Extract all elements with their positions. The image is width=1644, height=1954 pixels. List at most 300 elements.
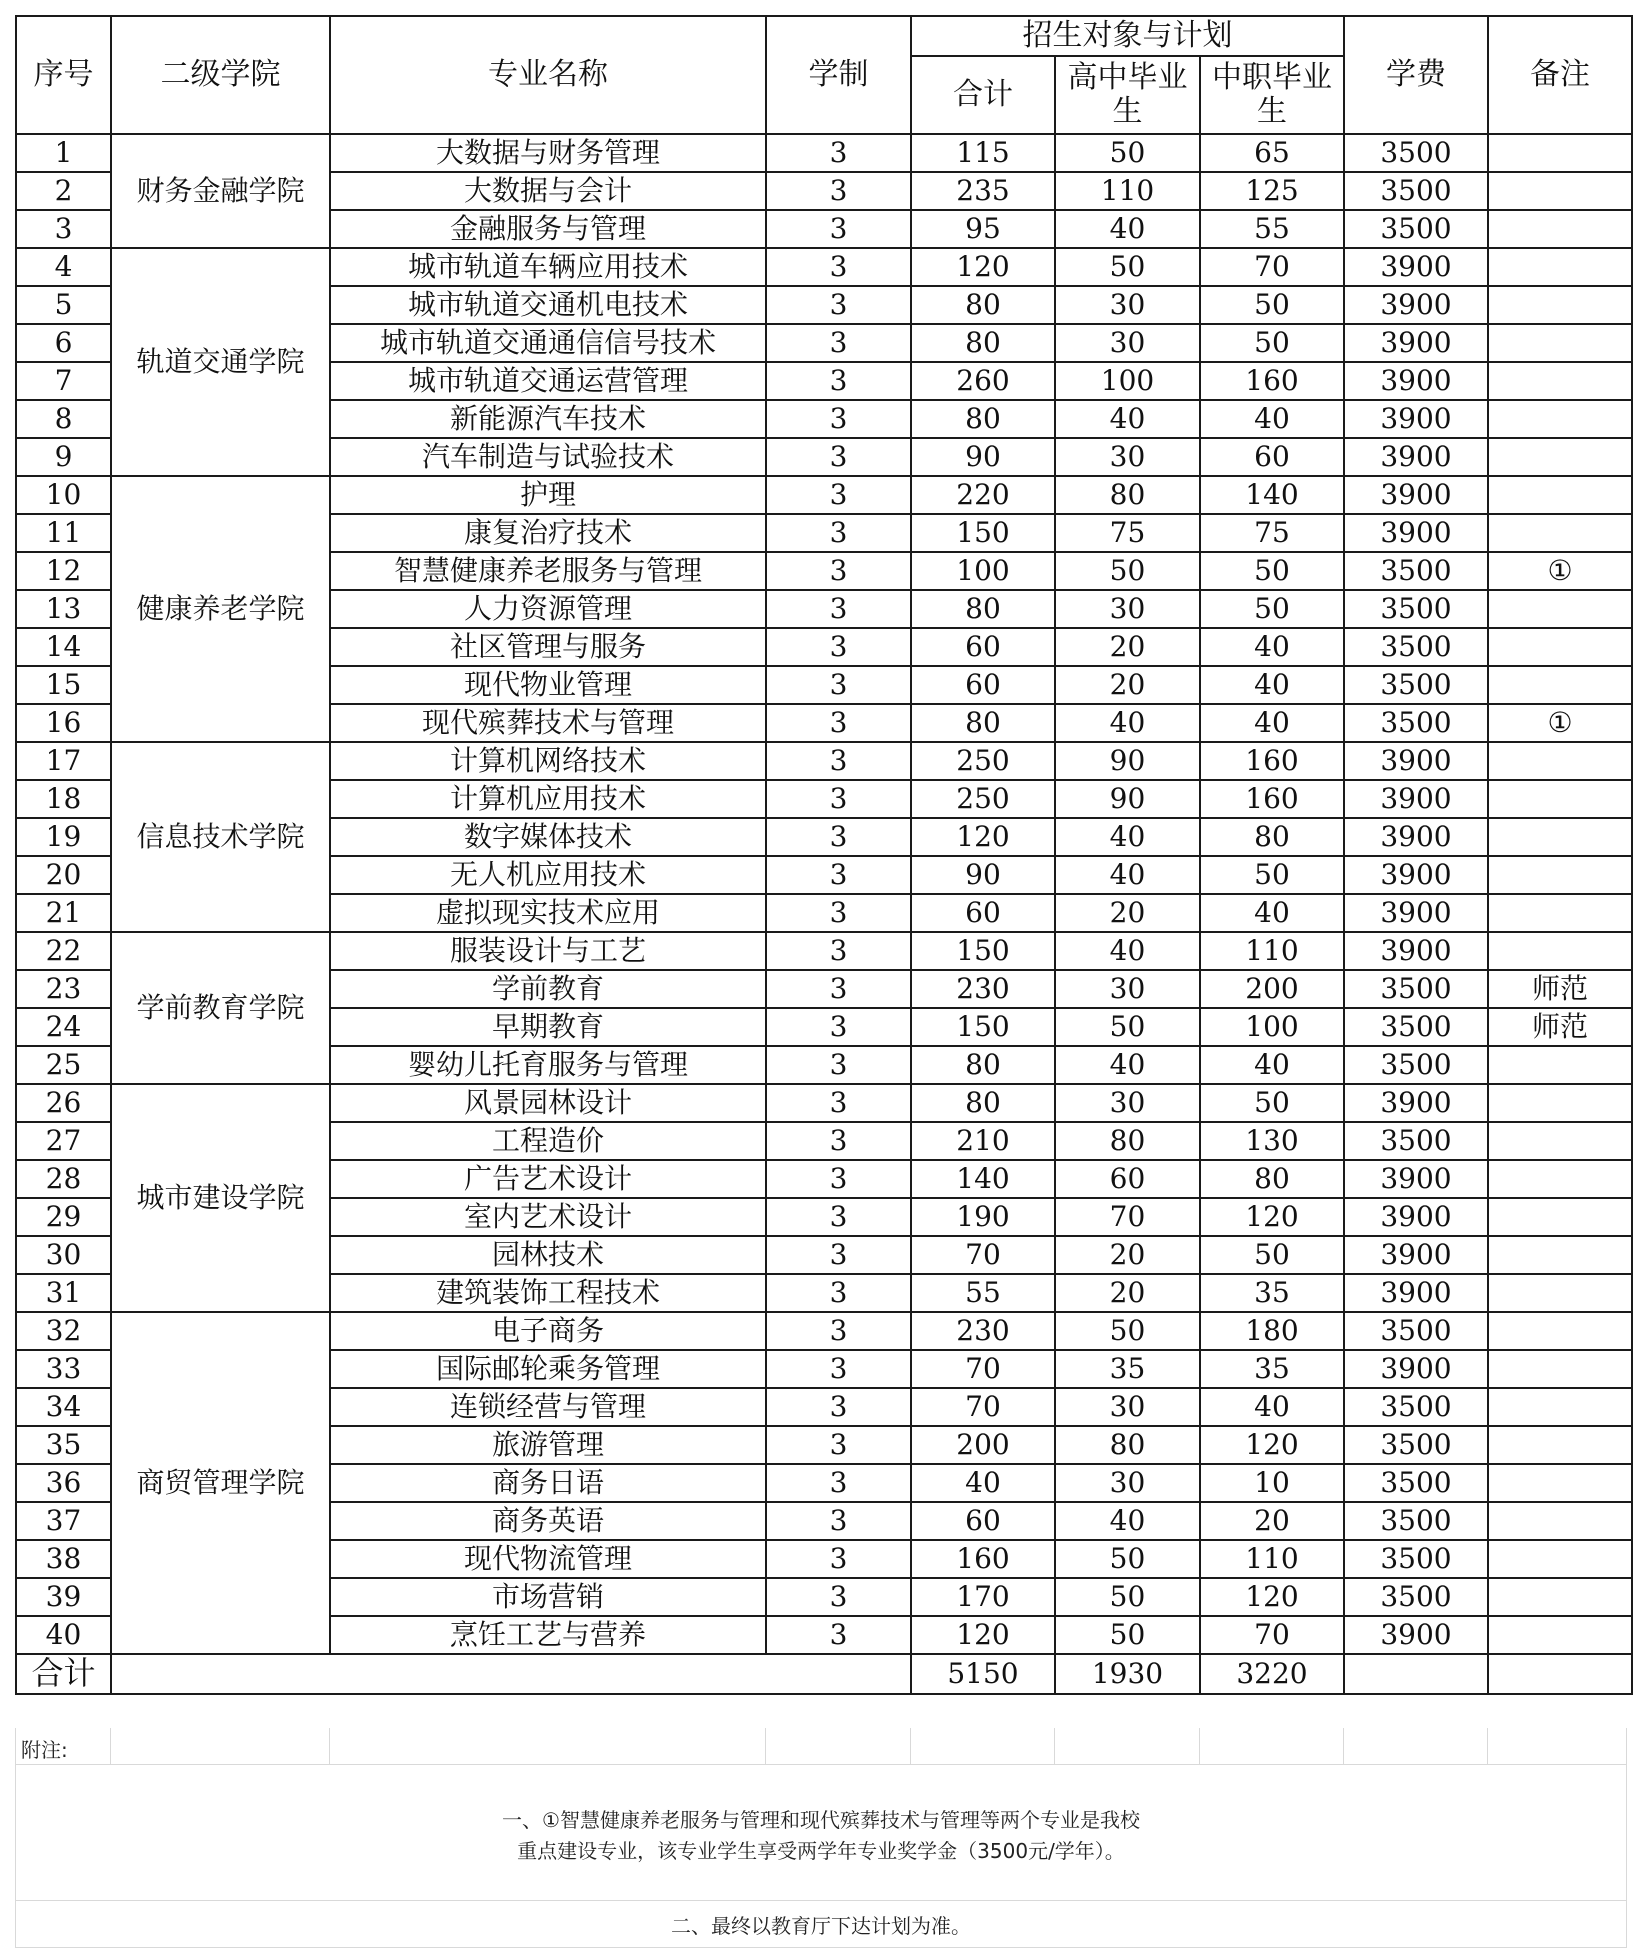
- row-vocational: 160: [1200, 742, 1344, 780]
- row-major: 早期教育: [330, 1008, 766, 1046]
- row-vocational: 40: [1200, 894, 1344, 932]
- row-vocational: 50: [1200, 1084, 1344, 1122]
- row-duration: 3: [766, 1198, 911, 1236]
- row-major: 建筑装饰工程技术: [330, 1274, 766, 1312]
- row-seq: 34: [16, 1388, 111, 1426]
- row-seq: 4: [16, 248, 111, 286]
- row-seq: 1: [16, 134, 111, 172]
- row-total: 260: [911, 362, 1055, 400]
- row-remarks: [1488, 438, 1632, 476]
- row-tuition: 3500: [1344, 210, 1488, 248]
- row-duration: 3: [766, 666, 911, 704]
- row-major: 婴幼儿托育服务与管理: [330, 1046, 766, 1084]
- row-major: 园林技术: [330, 1236, 766, 1274]
- row-remarks: [1488, 248, 1632, 286]
- row-seq: 24: [16, 1008, 111, 1046]
- row-total: 160: [911, 1540, 1055, 1578]
- row-seq: 25: [16, 1046, 111, 1084]
- row-seq: 28: [16, 1160, 111, 1198]
- row-duration: 3: [766, 324, 911, 362]
- row-major: 工程造价: [330, 1122, 766, 1160]
- row-remarks: [1488, 476, 1632, 514]
- row-duration: 3: [766, 1046, 911, 1084]
- row-vocational: 40: [1200, 704, 1344, 742]
- row-duration: 3: [766, 1464, 911, 1502]
- row-total: 70: [911, 1350, 1055, 1388]
- row-seq: 37: [16, 1502, 111, 1540]
- row-major: 大数据与会计: [330, 172, 766, 210]
- row-total: 80: [911, 1084, 1055, 1122]
- header-remarks: 备注: [1488, 16, 1632, 134]
- row-high-school: 20: [1055, 628, 1200, 666]
- row-total: 60: [911, 894, 1055, 932]
- row-seq: 26: [16, 1084, 111, 1122]
- row-tuition: 3500: [1344, 1502, 1488, 1540]
- row-duration: 3: [766, 742, 911, 780]
- row-seq: 35: [16, 1426, 111, 1464]
- row-major: 城市轨道交通通信信号技术: [330, 324, 766, 362]
- row-total: 60: [911, 1502, 1055, 1540]
- row-major: 无人机应用技术: [330, 856, 766, 894]
- row-duration: 3: [766, 552, 911, 590]
- row-duration: 3: [766, 1008, 911, 1046]
- row-total: 80: [911, 286, 1055, 324]
- row-tuition: 3500: [1344, 172, 1488, 210]
- row-total: 150: [911, 1008, 1055, 1046]
- row-high-school: 50: [1055, 1008, 1200, 1046]
- row-seq: 5: [16, 286, 111, 324]
- row-high-school: 50: [1055, 134, 1200, 172]
- row-high-school: 30: [1055, 438, 1200, 476]
- row-total: 200: [911, 1426, 1055, 1464]
- row-seq: 12: [16, 552, 111, 590]
- row-high-school: 30: [1055, 286, 1200, 324]
- row-total: 80: [911, 704, 1055, 742]
- row-high-school: 100: [1055, 362, 1200, 400]
- row-seq: 31: [16, 1274, 111, 1312]
- row-tuition: 3500: [1344, 1578, 1488, 1616]
- row-duration: 3: [766, 780, 911, 818]
- row-duration: 3: [766, 856, 911, 894]
- row-major: 现代物业管理: [330, 666, 766, 704]
- row-vocational: 50: [1200, 552, 1344, 590]
- row-high-school: 40: [1055, 704, 1200, 742]
- row-tuition: 3900: [1344, 1350, 1488, 1388]
- row-remarks: [1488, 628, 1632, 666]
- row-vocational: 50: [1200, 590, 1344, 628]
- row-remarks: [1488, 400, 1632, 438]
- row-remarks: [1488, 1350, 1632, 1388]
- note-line-3: 二、最终以教育厅下达计划为准。: [671, 1914, 971, 1938]
- row-major: 国际邮轮乘务管理: [330, 1350, 766, 1388]
- row-tuition: 3900: [1344, 932, 1488, 970]
- row-total: 80: [911, 1046, 1055, 1084]
- row-vocational: 10: [1200, 1464, 1344, 1502]
- row-duration: 3: [766, 1160, 911, 1198]
- row-vocational: 20: [1200, 1502, 1344, 1540]
- row-total: 40: [911, 1464, 1055, 1502]
- row-duration: 3: [766, 1350, 911, 1388]
- row-seq: 20: [16, 856, 111, 894]
- header-high-school: 高中毕业生: [1055, 56, 1200, 134]
- row-duration: 3: [766, 514, 911, 552]
- row-total: 220: [911, 476, 1055, 514]
- header-college: 二级学院: [111, 16, 330, 134]
- row-duration: 3: [766, 590, 911, 628]
- row-remarks: [1488, 1274, 1632, 1312]
- row-duration: 3: [766, 932, 911, 970]
- row-total: 80: [911, 324, 1055, 362]
- row-vocational: 120: [1200, 1578, 1344, 1616]
- row-high-school: 40: [1055, 400, 1200, 438]
- row-high-school: 30: [1055, 1464, 1200, 1502]
- row-duration: 3: [766, 970, 911, 1008]
- row-high-school: 70: [1055, 1198, 1200, 1236]
- row-duration: 3: [766, 1578, 911, 1616]
- row-seq: 29: [16, 1198, 111, 1236]
- row-tuition: 3500: [1344, 1426, 1488, 1464]
- row-remarks: 师范: [1488, 1008, 1632, 1046]
- note-line-2: 重点建设专业，该专业学生享受两学年专业奖学金（3500元/学年）。: [517, 1839, 1125, 1863]
- row-remarks: ①: [1488, 704, 1632, 742]
- row-tuition: 3500: [1344, 628, 1488, 666]
- row-total: 95: [911, 210, 1055, 248]
- row-high-school: 50: [1055, 1540, 1200, 1578]
- row-remarks: [1488, 1388, 1632, 1426]
- table-row: [16, 476, 1632, 514]
- note-line-1: 一、①智慧健康养老服务与管理和现代殡葬技术与管理等两个专业是我校: [502, 1808, 1140, 1832]
- totals-row: [16, 1654, 1632, 1694]
- row-high-school: 30: [1055, 324, 1200, 362]
- row-major: 商务日语: [330, 1464, 766, 1502]
- row-vocational: 65: [1200, 134, 1344, 172]
- row-high-school: 30: [1055, 1388, 1200, 1426]
- row-major: 旅游管理: [330, 1426, 766, 1464]
- row-vocational: 80: [1200, 818, 1344, 856]
- college-name: 学前教育学院: [111, 932, 330, 1084]
- row-tuition: 3900: [1344, 400, 1488, 438]
- row-remarks: [1488, 1502, 1632, 1540]
- row-remarks: [1488, 324, 1632, 362]
- row-total: 80: [911, 590, 1055, 628]
- row-high-school: 50: [1055, 1578, 1200, 1616]
- row-high-school: 35: [1055, 1350, 1200, 1388]
- table-row: [16, 134, 1632, 172]
- row-duration: 3: [766, 1084, 911, 1122]
- row-remarks: [1488, 818, 1632, 856]
- row-vocational: 110: [1200, 932, 1344, 970]
- row-total: 100: [911, 552, 1055, 590]
- row-duration: 3: [766, 476, 911, 514]
- college-name: 轨道交通学院: [111, 248, 330, 476]
- row-duration: 3: [766, 286, 911, 324]
- row-tuition: 3900: [1344, 476, 1488, 514]
- row-tuition: 3900: [1344, 248, 1488, 286]
- table-row: [16, 248, 1632, 286]
- row-major: 现代物流管理: [330, 1540, 766, 1578]
- college-name: 健康养老学院: [111, 476, 330, 742]
- row-tuition: 3500: [1344, 704, 1488, 742]
- row-major: 电子商务: [330, 1312, 766, 1350]
- totals-tuition-blank: [1344, 1654, 1488, 1694]
- notes-section: [15, 1728, 1627, 1948]
- row-tuition: 3900: [1344, 1274, 1488, 1312]
- row-remarks: [1488, 894, 1632, 932]
- header-plan-group: 招生对象与计划: [911, 16, 1344, 56]
- row-tuition: 3500: [1344, 1464, 1488, 1502]
- row-total: 80: [911, 400, 1055, 438]
- row-total: 90: [911, 438, 1055, 476]
- row-seq: 23: [16, 970, 111, 1008]
- row-seq: 32: [16, 1312, 111, 1350]
- row-remarks: [1488, 1312, 1632, 1350]
- row-vocational: 110: [1200, 1540, 1344, 1578]
- header-tuition: 学费: [1344, 16, 1488, 134]
- row-tuition: 3500: [1344, 552, 1488, 590]
- row-major: 商务英语: [330, 1502, 766, 1540]
- row-high-school: 30: [1055, 590, 1200, 628]
- row-seq: 15: [16, 666, 111, 704]
- row-vocational: 35: [1200, 1350, 1344, 1388]
- row-major: 现代殡葬技术与管理: [330, 704, 766, 742]
- row-vocational: 40: [1200, 666, 1344, 704]
- row-vocational: 120: [1200, 1198, 1344, 1236]
- row-tuition: 3500: [1344, 1388, 1488, 1426]
- row-duration: 3: [766, 1122, 911, 1160]
- row-seq: 7: [16, 362, 111, 400]
- row-vocational: 55: [1200, 210, 1344, 248]
- row-major: 大数据与财务管理: [330, 134, 766, 172]
- row-duration: 3: [766, 704, 911, 742]
- row-seq: 14: [16, 628, 111, 666]
- row-seq: 39: [16, 1578, 111, 1616]
- row-high-school: 20: [1055, 894, 1200, 932]
- row-vocational: 180: [1200, 1312, 1344, 1350]
- row-high-school: 50: [1055, 1312, 1200, 1350]
- row-major: 城市轨道交通机电技术: [330, 286, 766, 324]
- row-remarks: [1488, 742, 1632, 780]
- row-major: 智慧健康养老服务与管理: [330, 552, 766, 590]
- row-high-school: 75: [1055, 514, 1200, 552]
- row-remarks: [1488, 1046, 1632, 1084]
- row-seq: 9: [16, 438, 111, 476]
- row-remarks: [1488, 1464, 1632, 1502]
- row-high-school: 40: [1055, 1502, 1200, 1540]
- row-major: 烹饪工艺与营养: [330, 1616, 766, 1654]
- row-major: 新能源汽车技术: [330, 400, 766, 438]
- row-tuition: 3500: [1344, 134, 1488, 172]
- row-total: 90: [911, 856, 1055, 894]
- row-vocational: 160: [1200, 362, 1344, 400]
- row-high-school: 50: [1055, 552, 1200, 590]
- row-vocational: 60: [1200, 438, 1344, 476]
- row-vocational: 100: [1200, 1008, 1344, 1046]
- row-high-school: 20: [1055, 1274, 1200, 1312]
- row-major: 金融服务与管理: [330, 210, 766, 248]
- row-high-school: 60: [1055, 1160, 1200, 1198]
- row-high-school: 80: [1055, 1122, 1200, 1160]
- row-total: 120: [911, 818, 1055, 856]
- row-total: 230: [911, 970, 1055, 1008]
- row-remarks: [1488, 932, 1632, 970]
- row-major: 计算机网络技术: [330, 742, 766, 780]
- row-vocational: 120: [1200, 1426, 1344, 1464]
- row-major: 市场营销: [330, 1578, 766, 1616]
- row-duration: 3: [766, 1540, 911, 1578]
- row-seq: 11: [16, 514, 111, 552]
- row-remarks: [1488, 1198, 1632, 1236]
- row-duration: 3: [766, 1236, 911, 1274]
- row-tuition: 3900: [1344, 362, 1488, 400]
- header-vocational: 中职毕业生: [1200, 56, 1344, 134]
- row-tuition: 3500: [1344, 1540, 1488, 1578]
- row-duration: 3: [766, 1312, 911, 1350]
- row-total: 210: [911, 1122, 1055, 1160]
- row-tuition: 3900: [1344, 742, 1488, 780]
- row-total: 170: [911, 1578, 1055, 1616]
- row-total: 70: [911, 1388, 1055, 1426]
- row-seq: 2: [16, 172, 111, 210]
- row-seq: 33: [16, 1350, 111, 1388]
- totals-remarks-blank: [1488, 1654, 1632, 1694]
- totals-blank: [111, 1654, 911, 1694]
- row-duration: 3: [766, 438, 911, 476]
- row-vocational: 40: [1200, 400, 1344, 438]
- row-tuition: 3900: [1344, 438, 1488, 476]
- row-total: 230: [911, 1312, 1055, 1350]
- row-remarks: [1488, 1084, 1632, 1122]
- row-vocational: 35: [1200, 1274, 1344, 1312]
- row-duration: 3: [766, 1274, 911, 1312]
- row-vocational: 50: [1200, 1236, 1344, 1274]
- row-tuition: 3900: [1344, 856, 1488, 894]
- row-duration: 3: [766, 894, 911, 932]
- row-vocational: 70: [1200, 1616, 1344, 1654]
- row-total: 60: [911, 666, 1055, 704]
- table-row: [16, 1084, 1632, 1122]
- row-seq: 6: [16, 324, 111, 362]
- college-name: 财务金融学院: [111, 134, 330, 248]
- row-total: 235: [911, 172, 1055, 210]
- row-major: 汽车制造与试验技术: [330, 438, 766, 476]
- college-name: 信息技术学院: [111, 742, 330, 932]
- row-remarks: [1488, 1540, 1632, 1578]
- row-tuition: 3900: [1344, 780, 1488, 818]
- row-remarks: [1488, 590, 1632, 628]
- row-tuition: 3500: [1344, 1312, 1488, 1350]
- row-major: 城市轨道交通运营管理: [330, 362, 766, 400]
- row-major: 风景园林设计: [330, 1084, 766, 1122]
- row-duration: 3: [766, 362, 911, 400]
- row-seq: 38: [16, 1540, 111, 1578]
- row-seq: 30: [16, 1236, 111, 1274]
- row-remarks: [1488, 1160, 1632, 1198]
- totals-label: 合计: [16, 1654, 111, 1694]
- row-total: 250: [911, 742, 1055, 780]
- row-major: 人力资源管理: [330, 590, 766, 628]
- row-duration: 3: [766, 210, 911, 248]
- row-vocational: 40: [1200, 628, 1344, 666]
- row-high-school: 40: [1055, 932, 1200, 970]
- row-tuition: 3500: [1344, 1008, 1488, 1046]
- row-high-school: 20: [1055, 666, 1200, 704]
- row-duration: 3: [766, 628, 911, 666]
- row-total: 150: [911, 932, 1055, 970]
- row-high-school: 80: [1055, 1426, 1200, 1464]
- row-major: 室内艺术设计: [330, 1198, 766, 1236]
- row-high-school: 90: [1055, 742, 1200, 780]
- row-remarks: [1488, 1122, 1632, 1160]
- row-high-school: 30: [1055, 970, 1200, 1008]
- row-remarks: [1488, 666, 1632, 704]
- row-tuition: 3500: [1344, 1122, 1488, 1160]
- row-remarks: [1488, 172, 1632, 210]
- enrollment-plan-table: [15, 15, 1633, 1695]
- header-duration: 学制: [766, 16, 911, 134]
- row-seq: 13: [16, 590, 111, 628]
- row-vocational: 40: [1200, 1388, 1344, 1426]
- row-tuition: 3900: [1344, 1084, 1488, 1122]
- row-duration: 3: [766, 172, 911, 210]
- row-seq: 8: [16, 400, 111, 438]
- row-seq: 3: [16, 210, 111, 248]
- row-remarks: ①: [1488, 552, 1632, 590]
- row-tuition: 3900: [1344, 1198, 1488, 1236]
- row-duration: 3: [766, 1502, 911, 1540]
- row-tuition: 3900: [1344, 286, 1488, 324]
- row-tuition: 3500: [1344, 1046, 1488, 1084]
- row-major: 数字媒体技术: [330, 818, 766, 856]
- row-vocational: 160: [1200, 780, 1344, 818]
- row-total: 120: [911, 248, 1055, 286]
- row-duration: 3: [766, 1388, 911, 1426]
- row-tuition: 3500: [1344, 666, 1488, 704]
- row-duration: 3: [766, 1426, 911, 1464]
- row-high-school: 20: [1055, 1236, 1200, 1274]
- row-vocational: 50: [1200, 286, 1344, 324]
- row-seq: 27: [16, 1122, 111, 1160]
- row-remarks: [1488, 286, 1632, 324]
- row-vocational: 130: [1200, 1122, 1344, 1160]
- row-duration: 3: [766, 1616, 911, 1654]
- row-vocational: 140: [1200, 476, 1344, 514]
- row-seq: 19: [16, 818, 111, 856]
- row-duration: 3: [766, 818, 911, 856]
- row-remarks: [1488, 1578, 1632, 1616]
- row-major: 广告艺术设计: [330, 1160, 766, 1198]
- row-high-school: 30: [1055, 1084, 1200, 1122]
- row-tuition: 3900: [1344, 1236, 1488, 1274]
- row-seq: 18: [16, 780, 111, 818]
- table-row: [16, 1312, 1632, 1350]
- row-major: 护理: [330, 476, 766, 514]
- college-name: 城市建设学院: [111, 1084, 330, 1312]
- row-seq: 10: [16, 476, 111, 514]
- row-total: 140: [911, 1160, 1055, 1198]
- notes-label: 附注:: [21, 1738, 68, 1762]
- row-tuition: 3900: [1344, 894, 1488, 932]
- header-total: 合计: [911, 56, 1055, 134]
- row-high-school: 50: [1055, 248, 1200, 286]
- row-remarks: [1488, 362, 1632, 400]
- row-total: 150: [911, 514, 1055, 552]
- row-total: 115: [911, 134, 1055, 172]
- row-remarks: [1488, 1616, 1632, 1654]
- header-seq: 序号: [16, 16, 111, 134]
- row-vocational: 70: [1200, 248, 1344, 286]
- row-tuition: 3900: [1344, 1616, 1488, 1654]
- row-tuition: 3500: [1344, 970, 1488, 1008]
